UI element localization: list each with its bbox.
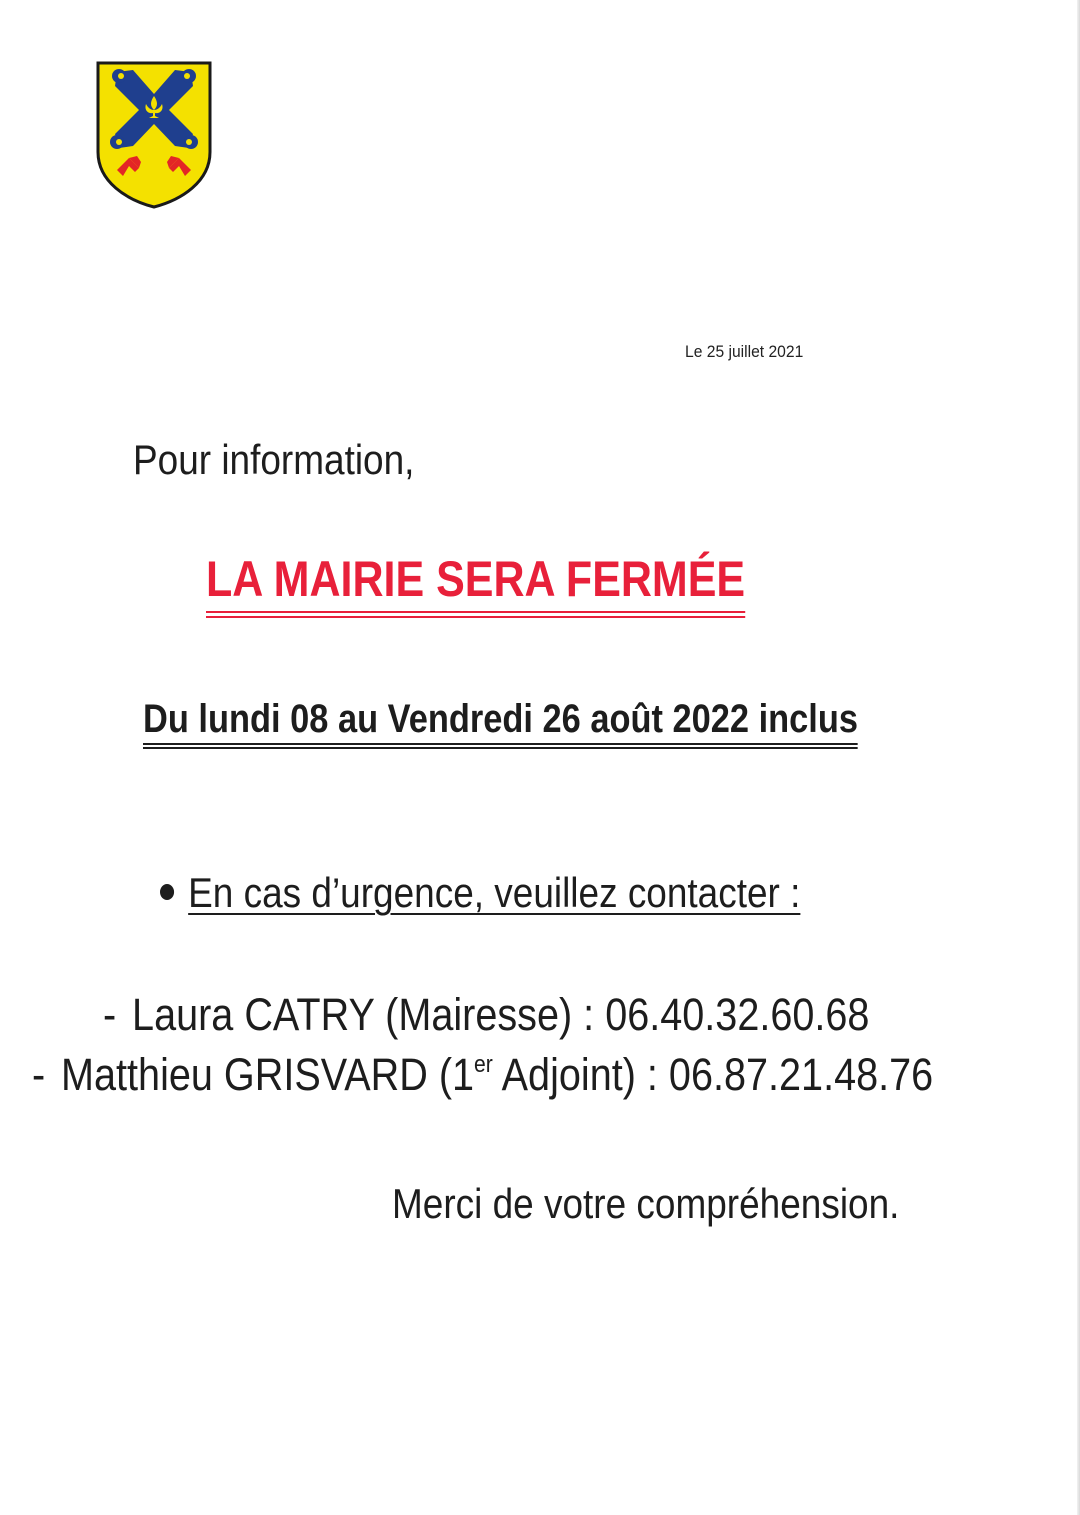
list-dash: - [32,1049,46,1100]
ordinal-superscript: er [474,1051,493,1078]
urgent-notice-text: En cas d’urgence, veuillez contacter : [188,869,801,916]
bullet-icon [160,884,174,900]
document-date: Le 25 juillet 2021 [685,342,804,361]
closing-text: Merci de votre compréhension. [392,1180,900,1227]
closure-period: Du lundi 08 au Vendredi 26 août 2022 inclus [143,697,858,749]
deputy-contact-text-end: Adjoint) : 06.87.21.48.76 [492,1049,934,1100]
municipal-coat-of-arms-icon [95,60,213,210]
mayor-contact-text: Laura CATRY (Mairesse) : 06.40.32.60.68 [132,989,870,1040]
contact-line-mayor [103,990,869,1040]
closure-headline: LA MAIRIE SERA FERMÉE [206,552,745,618]
contact-line-deputy [32,1050,933,1100]
urgent-contact-notice [160,870,800,916]
deputy-contact-text-start: Matthieu GRISVARD (1 [61,1049,475,1100]
greeting-text: Pour information, [133,436,415,483]
list-dash: - [103,989,117,1040]
